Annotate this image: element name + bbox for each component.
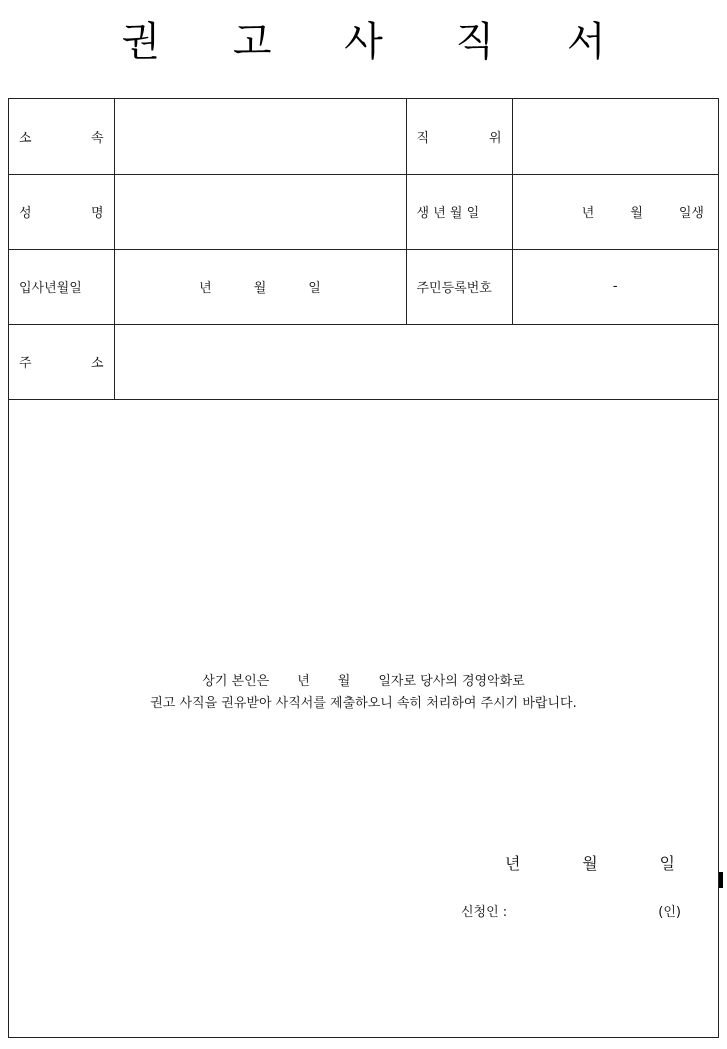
table-row: [9, 324, 718, 399]
applicant-label: 신청인 :: [461, 905, 508, 920]
table-row: [9, 249, 718, 324]
position-label: 직 위: [406, 99, 512, 174]
hire-date-label: 입사년월일: [9, 249, 114, 324]
rrn-field[interactable]: -: [512, 249, 718, 324]
name-label: 성 명: [9, 174, 114, 249]
affiliation-label: 소 속: [9, 99, 114, 174]
table-row: [9, 174, 718, 249]
document-title: 권 고 사 직 서: [121, 19, 636, 65]
hire-date-field[interactable]: 년 월 일: [114, 249, 406, 324]
form-frame: [8, 98, 719, 1038]
statement-text: [9, 671, 718, 715]
statement-line-2: 권고 사직을 권유받아 사직서를 제출하오니 속히 처리하여 주시기 바랍니다.: [150, 696, 577, 711]
address-label: 주 소: [9, 324, 114, 399]
rrn-label: 주민등록번호: [406, 249, 512, 324]
text-cursor-mark: [719, 872, 723, 888]
birth-date-field[interactable]: 년 월 일생: [512, 174, 718, 249]
info-table: [9, 99, 718, 400]
signature-date: 년 월 일: [505, 854, 675, 873]
name-field[interactable]: [114, 174, 406, 249]
birth-date-label: 생 년 월 일: [406, 174, 512, 249]
affiliation-field[interactable]: [114, 99, 406, 174]
position-field[interactable]: [512, 99, 718, 174]
table-row: [9, 99, 718, 174]
seal-mark: (인): [658, 905, 681, 920]
applicant-line: [461, 901, 681, 920]
statement-line-1: 상기 본인은 년 월 일자로 당사의 경영악화로: [202, 674, 525, 689]
address-field[interactable]: [114, 324, 718, 399]
